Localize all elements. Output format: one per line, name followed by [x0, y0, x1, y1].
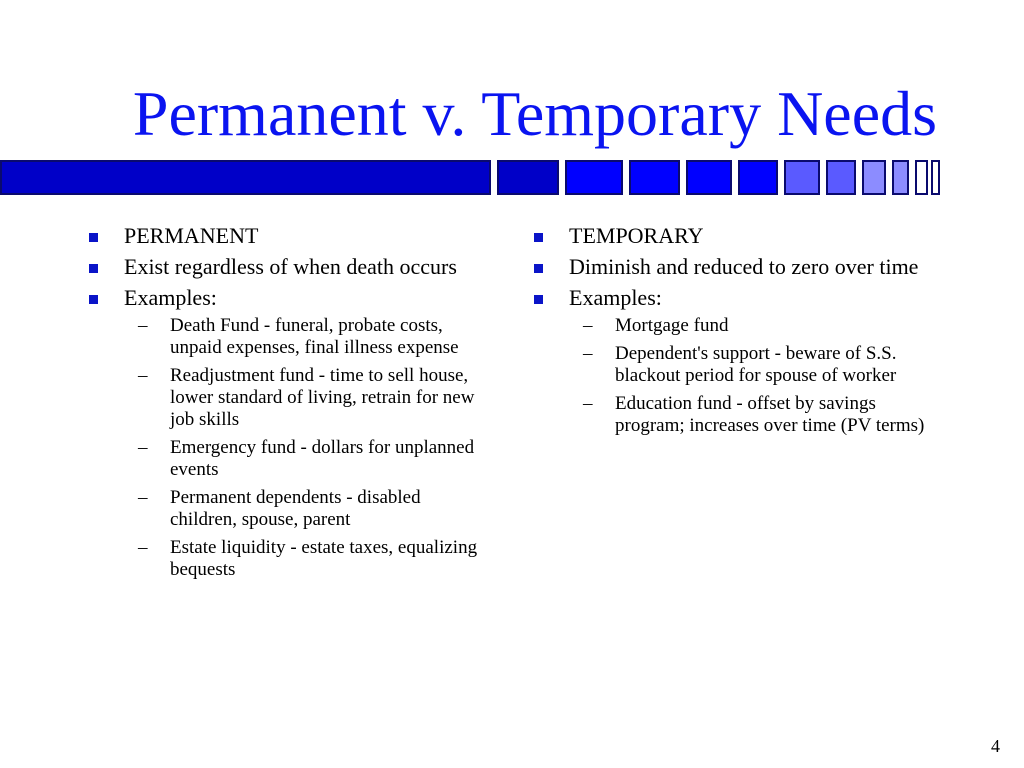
right-column: [530, 224, 940, 444]
bullet-text: Examples:: [569, 285, 662, 310]
sub-list-item: [569, 393, 940, 437]
left-bullet-list: [85, 224, 485, 581]
square-bullet-icon: [89, 233, 98, 242]
page-number: 4: [991, 736, 1000, 756]
right-bullet-list: [530, 224, 940, 437]
bullet-text: Exist regardless of when death occurs: [124, 254, 457, 279]
dash-bullet-icon: –: [138, 487, 148, 508]
title-bar-segment: [0, 160, 491, 195]
sub-list-item: [124, 437, 485, 481]
dash-bullet-icon: –: [583, 393, 593, 414]
square-bullet-icon: [534, 233, 543, 242]
title-bar-segment: [915, 160, 928, 195]
sub-bullet-text: Permanent dependents - disabled children, spouse, parent: [170, 487, 421, 530]
title-bar-segment: [497, 160, 559, 195]
title-bar-segment: [686, 160, 732, 195]
title-bar-segment: [738, 160, 778, 195]
left-sub-list: [124, 315, 485, 581]
bullet-text: PERMANENT: [124, 223, 259, 248]
square-bullet-icon: [534, 295, 543, 304]
sub-bullet-text: Readjustment fund - time to sell house, lower standard of living, retrain for new job skills: [170, 365, 475, 430]
title-bar-segment: [629, 160, 680, 195]
bullet-text: TEMPORARY: [569, 223, 704, 248]
list-item: [530, 255, 940, 279]
sub-list-item: [124, 365, 485, 431]
sub-bullet-text: Estate liquidity - estate taxes, equalizing bequests: [170, 537, 478, 580]
dash-bullet-icon: –: [138, 537, 148, 558]
square-bullet-icon: [534, 264, 543, 273]
sub-bullet-text: Emergency fund - dollars for unplanned events: [170, 437, 475, 480]
title-bar-segment: [784, 160, 820, 195]
sub-list-item: [569, 343, 940, 387]
list-item: [85, 286, 485, 581]
sub-bullet-text: Education fund - offset by savings program; increases over time (PV terms): [615, 393, 925, 436]
title-bar-segment: [565, 160, 623, 195]
list-item: [85, 224, 485, 248]
sub-list-item: [569, 315, 940, 337]
dash-bullet-icon: –: [138, 365, 148, 386]
decorative-title-bar: [0, 160, 946, 195]
bullet-text: Diminish and reduced to zero over time: [569, 254, 919, 279]
list-item: [530, 224, 940, 248]
dash-bullet-icon: –: [583, 343, 593, 364]
dash-bullet-icon: –: [138, 315, 148, 336]
list-item: [85, 255, 485, 279]
title-bar-segment: [892, 160, 909, 195]
sub-list-item: [124, 537, 485, 581]
sub-list-item: [124, 315, 485, 359]
sub-bullet-text: Death Fund - funeral, probate costs, unpaid expenses, final illness expense: [170, 315, 459, 358]
title-bar-segment: [862, 160, 886, 195]
square-bullet-icon: [89, 264, 98, 273]
right-sub-list: [569, 315, 940, 437]
dash-bullet-icon: –: [138, 437, 148, 458]
title-bar-segment: [826, 160, 856, 195]
sub-bullet-text: Mortgage fund: [615, 315, 729, 336]
sub-list-item: [124, 487, 485, 531]
title-bar-segment: [931, 160, 940, 195]
list-item: [530, 286, 940, 437]
left-column: [85, 224, 485, 588]
slide-title: Permanent v. Temporary Needs: [132, 78, 937, 149]
sub-bullet-text: Dependent's support - beware of S.S. blackout period for spouse of worker: [615, 343, 897, 386]
square-bullet-icon: [89, 295, 98, 304]
dash-bullet-icon: –: [583, 315, 593, 336]
bullet-text: Examples:: [124, 285, 217, 310]
